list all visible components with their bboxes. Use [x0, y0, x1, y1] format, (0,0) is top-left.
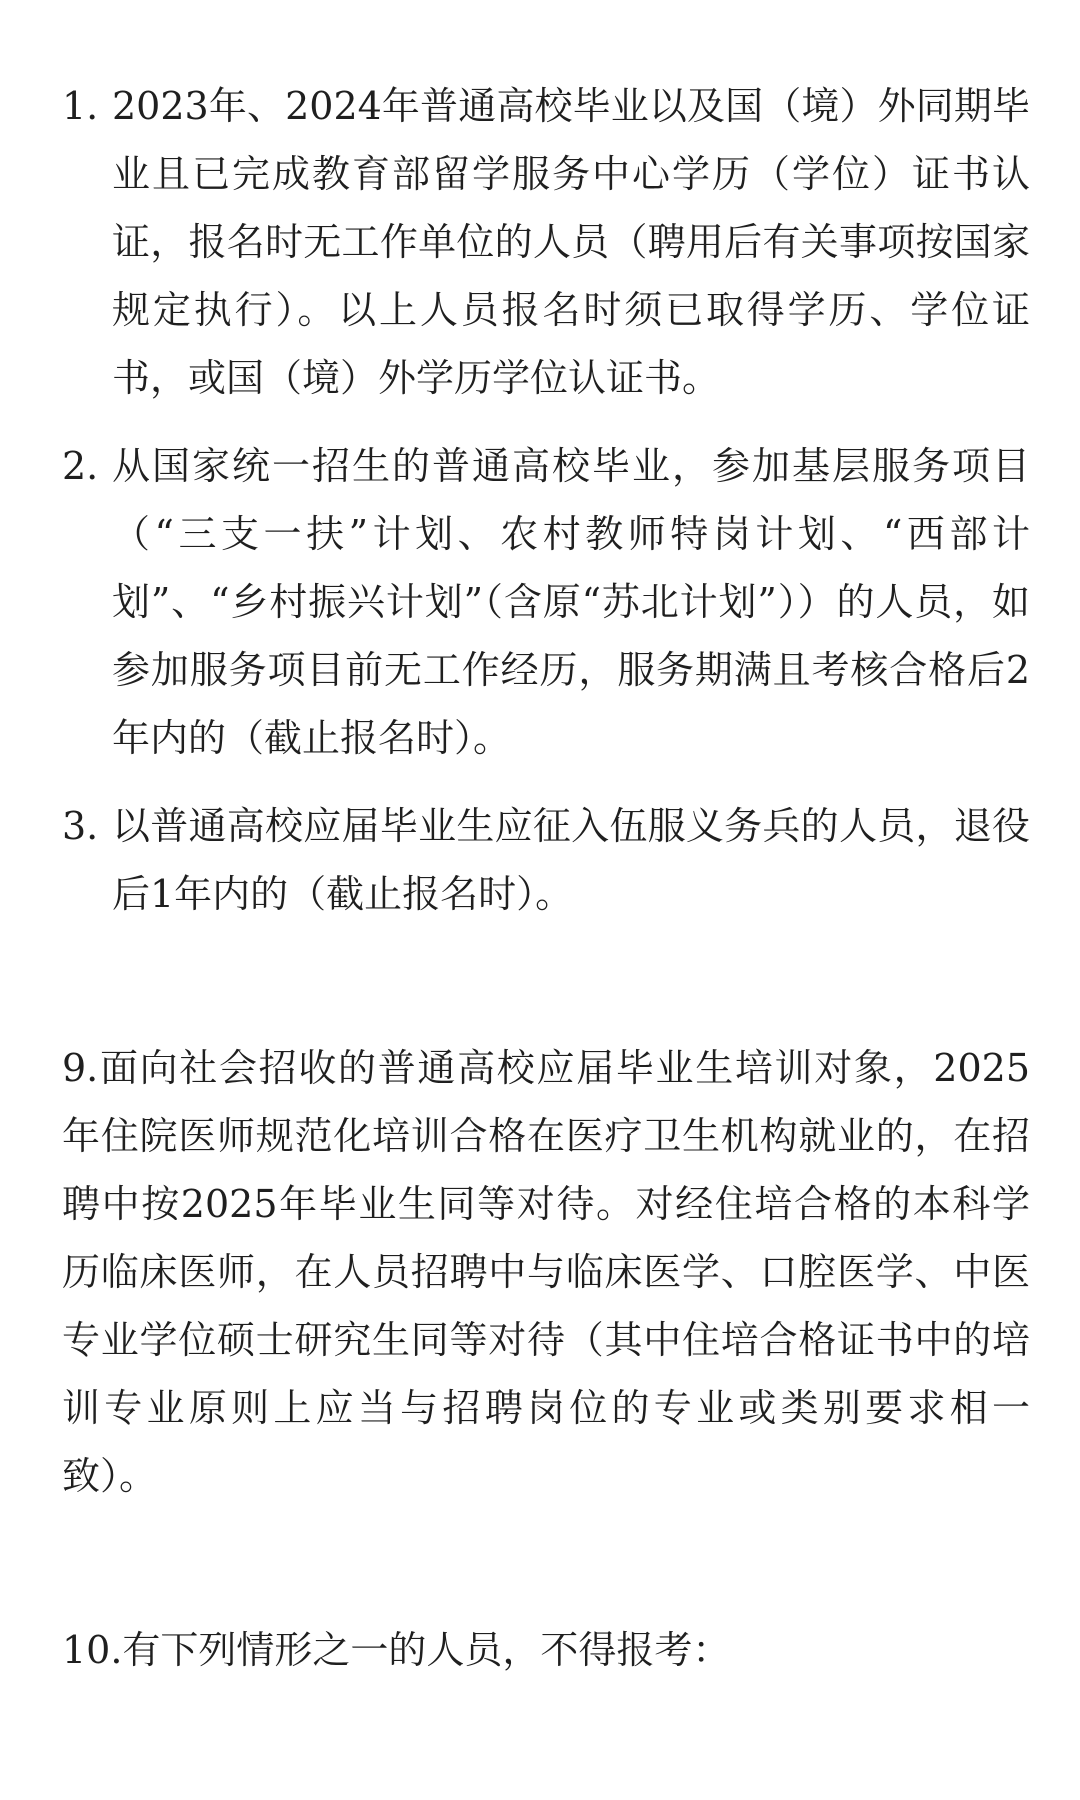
list-item: [62, 432, 1030, 772]
list-item-text: 以普通高校应届毕业生应征入伍服义务兵的人员，退役后1年内的（截止报名时）。: [112, 804, 1030, 916]
list-item-number: 2.: [62, 444, 99, 488]
paragraph-10: 10.有下列情形之一的人员，不得报考：: [62, 1628, 731, 1672]
paragraph-9: 9.面向社会招收的普通高校应届毕业生培训对象，2025年住院医师规范化培训合格在医疗卫生机构就业的，在招聘中按2025年毕业生同等对待。对经住培合格的本科学历临床医师，在人员招聘中与临床医学、口腔医学、中医专业学位硕士研究生同等对待（其中住培合格证书中的培训专业原则上应当与招聘岗位的专业或类别要求相一致）。: [62, 1046, 1030, 1498]
list-item-number: 3.: [62, 804, 99, 848]
list-item-text: 从国家统一招生的普通高校毕业，参加基层服务项目（“三支一扶”计划、农村教师特岗计划、“西部计划”、“乡村振兴计划”（含原“苏北计划”））的人员，如参加服务项目前无工作经历，服务期满且考核合格后2年内的（截止报名时）。: [112, 444, 1030, 760]
list-item: [62, 72, 1030, 412]
list-item-text: 2023年、2024年普通高校毕业以及国（境）外同期毕业且已完成教育部留学服务中心学历（学位）证书认证，报名时无工作单位的人员（聘用后有关事项按国家规定执行）。以上人员报名时须已取得学历、学位证书，或国（境）外学历学位认证书。: [112, 84, 1030, 400]
numbered-list: [62, 72, 1030, 928]
list-item: [62, 792, 1030, 928]
list-item-number: 1.: [62, 84, 99, 128]
document-body: [62, 72, 1030, 1684]
